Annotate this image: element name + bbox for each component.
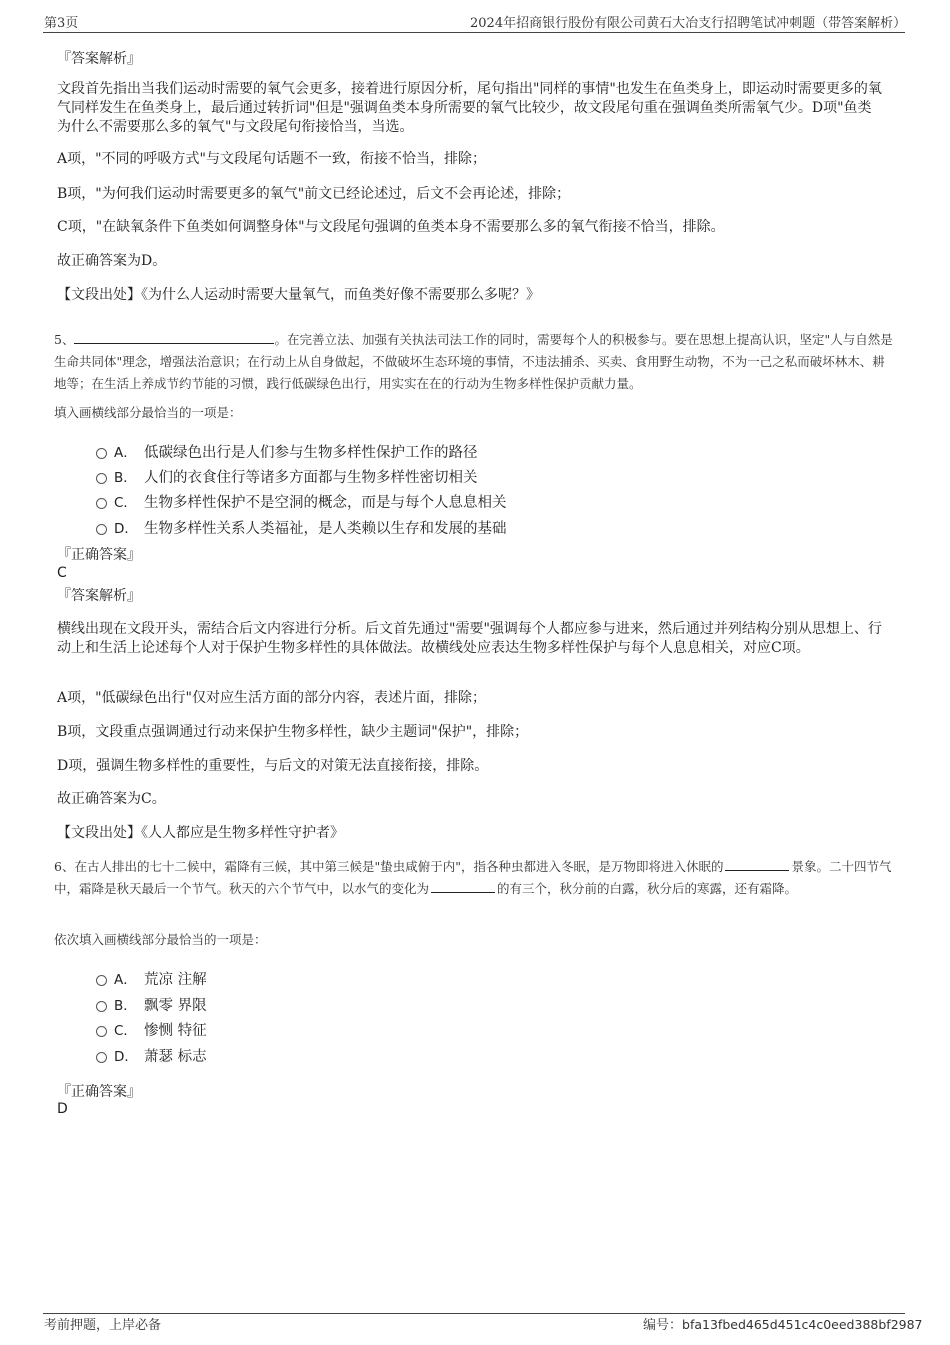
radio-icon[interactable] (96, 1052, 107, 1063)
analysis-label: 『答案解析』 (57, 588, 141, 604)
footer-slogan: 考前押题，上岸必备 (44, 1318, 162, 1333)
analysis-option-b: B项，"为何我们运动时需要更多的氧气"前文已经论述过，后文不会再论述，排除； (57, 186, 571, 202)
option-text: 惨恻 特征 (144, 1022, 207, 1039)
option-c[interactable] (96, 1017, 207, 1041)
option-a[interactable] (96, 966, 207, 990)
analysis-label: 『答案解析』 (57, 51, 141, 67)
option-d[interactable] (96, 1043, 207, 1067)
question-prompt: 填入画横线部分最恰当的一项是： (54, 405, 242, 420)
correct-answer: C (57, 565, 67, 581)
answer-conclusion: 故正确答案为D。 (57, 253, 167, 269)
option-letter: C． (114, 1023, 137, 1039)
document-code (643, 1314, 923, 1333)
option-letter: A． (114, 972, 137, 988)
option-text: 低碳绿色出行是人们参与生物多样性保护工作的路径 (144, 444, 478, 461)
question-6 (54, 856, 896, 900)
answer-conclusion: 故正确答案为C。 (57, 791, 166, 807)
answer-blank (74, 330, 274, 344)
option-letter: B． (114, 470, 137, 486)
option-letter: C． (114, 495, 137, 511)
option-d[interactable] (96, 515, 507, 539)
radio-icon[interactable] (96, 1026, 107, 1037)
text-source: 【文段出处】《人人都应是生物多样性守护者》 (57, 825, 344, 841)
radio-icon[interactable] (96, 448, 107, 459)
question-number: 6、 (54, 859, 75, 874)
answer-blank-2 (431, 879, 495, 893)
code-label: 编号： (643, 1318, 683, 1333)
question-prompt: 依次填入画横线部分最恰当的一项是： (54, 932, 267, 947)
header-divider (43, 32, 905, 33)
analysis-option-d: D项，强调生物多样性的重要性，与后文的对策无法直接衔接，排除。 (57, 758, 489, 774)
option-b[interactable] (96, 464, 478, 488)
text-source: 【文段出处】《为什么人运动时需要大量氧气，而鱼类好像不需要那么多呢？》 (57, 287, 540, 303)
question-text-part-3: 的有三个，秋分前的白露，秋分后的寒露，还有霜降。 (497, 881, 798, 896)
page-number: 第3页 (44, 16, 79, 31)
option-text: 萧瑟 标志 (144, 1048, 207, 1065)
radio-icon[interactable] (96, 1001, 107, 1012)
question-text-part-2: 景象。二十四节气中，霜降是秋天最后一个节气。秋天的六个节气中，以水气的变化为 (54, 859, 892, 896)
analysis-option-b: B项，文段重点强调通过行动来保护生物多样性，缺少主题词"保护"，排除； (57, 724, 529, 740)
option-letter: A． (114, 445, 137, 461)
correct-answer: D (57, 1101, 68, 1117)
answer-blank-1 (725, 857, 789, 871)
option-letter: D． (114, 521, 138, 537)
option-b[interactable] (96, 992, 207, 1016)
code-value: bfa13fbed465d451c4c0eed388bf2987 (682, 1317, 923, 1332)
radio-icon[interactable] (96, 498, 107, 509)
radio-icon[interactable] (96, 473, 107, 484)
radio-icon[interactable] (96, 524, 107, 535)
option-text: 人们的衣食住行等诸多方面都与生物多样性密切相关 (144, 469, 478, 486)
analysis-text: 文段首先指出当我们运动时需要的氧气会更多，接着进行原因分析，尾句指出"同样的事情"也发生在鱼类身上，即运动时需要更多的氧气同样发生在鱼类身上，最后通过转折词"但是"强调鱼类本身所需要的氧气比较少，故文段尾句重在强调鱼类所需氧气少。D项"鱼类为什么不需要那么多的氧气"与文段尾句衔接恰当，当选。 (57, 81, 882, 135)
question-number: 5、 (54, 332, 75, 347)
analysis-option-a: A项，"低碳绿色出行"仅对应生活方面的部分内容，表述片面，排除； (57, 690, 486, 706)
question-5 (54, 329, 896, 395)
document-title: 2024年招商银行股份有限公司黄石大冶支行招聘笔试冲刺题（带答案解析） (470, 16, 907, 31)
option-a[interactable] (96, 439, 478, 463)
question-text: 。在完善立法、加强有关执法司法工作的同时，需要每个人的积极参与。要在思想上提高认识，坚定"人与自然是生命共同体"理念，增强法治意识；在行动上从自身做起，不做破坏生态环境的事情，不违法捕杀、买卖、食用野生动物，不为一己之私而破坏林木、耕地等；在生活上养成节约节能的习惯，践行低碳绿色出行，用实实在在的行动为生物多样性保护贡献力量。 (54, 332, 893, 391)
option-text: 荒凉 注解 (144, 971, 207, 988)
question-text-part-1: 在古人排出的七十二候中，霜降有三候，其中第三候是"蛰虫咸俯于内"，指各种虫都进入冬眠，是万物即将进入休眠的 (74, 859, 724, 874)
option-letter: D． (114, 1049, 138, 1065)
analysis-text: 横线出现在文段开头，需结合后文内容进行分析。后文首先通过"需要"强调每个人都应参与进来，然后通过并列结构分别从思想上、行动上和生活上论述每个人对于保护生物多样性的具体做法。故横线处应表达生物多样性保护与每个人息息相关，对应C项。 (57, 621, 882, 656)
option-text: 飘零 界限 (144, 997, 207, 1014)
option-text: 生物多样性关系人类福祉，是人类赖以生存和发展的基础 (144, 520, 507, 537)
radio-icon[interactable] (96, 975, 107, 986)
option-letter: B． (114, 998, 137, 1014)
option-text: 生物多样性保护不是空洞的概念，而是与每个人息息相关 (144, 494, 507, 511)
analysis-option-c: C项，"在缺氧条件下鱼类如何调整身体"与文段尾句强调的鱼类本身不需要那么多的氧气衔接不恰当，排除。 (57, 219, 725, 235)
analysis-option-a: A项，"不同的呼吸方式"与文段尾句话题不一致，衔接不恰当，排除； (57, 151, 486, 167)
correct-answer-label: 『正确答案』 (57, 547, 141, 563)
option-c[interactable] (96, 489, 507, 513)
correct-answer-label: 『正确答案』 (57, 1084, 141, 1100)
